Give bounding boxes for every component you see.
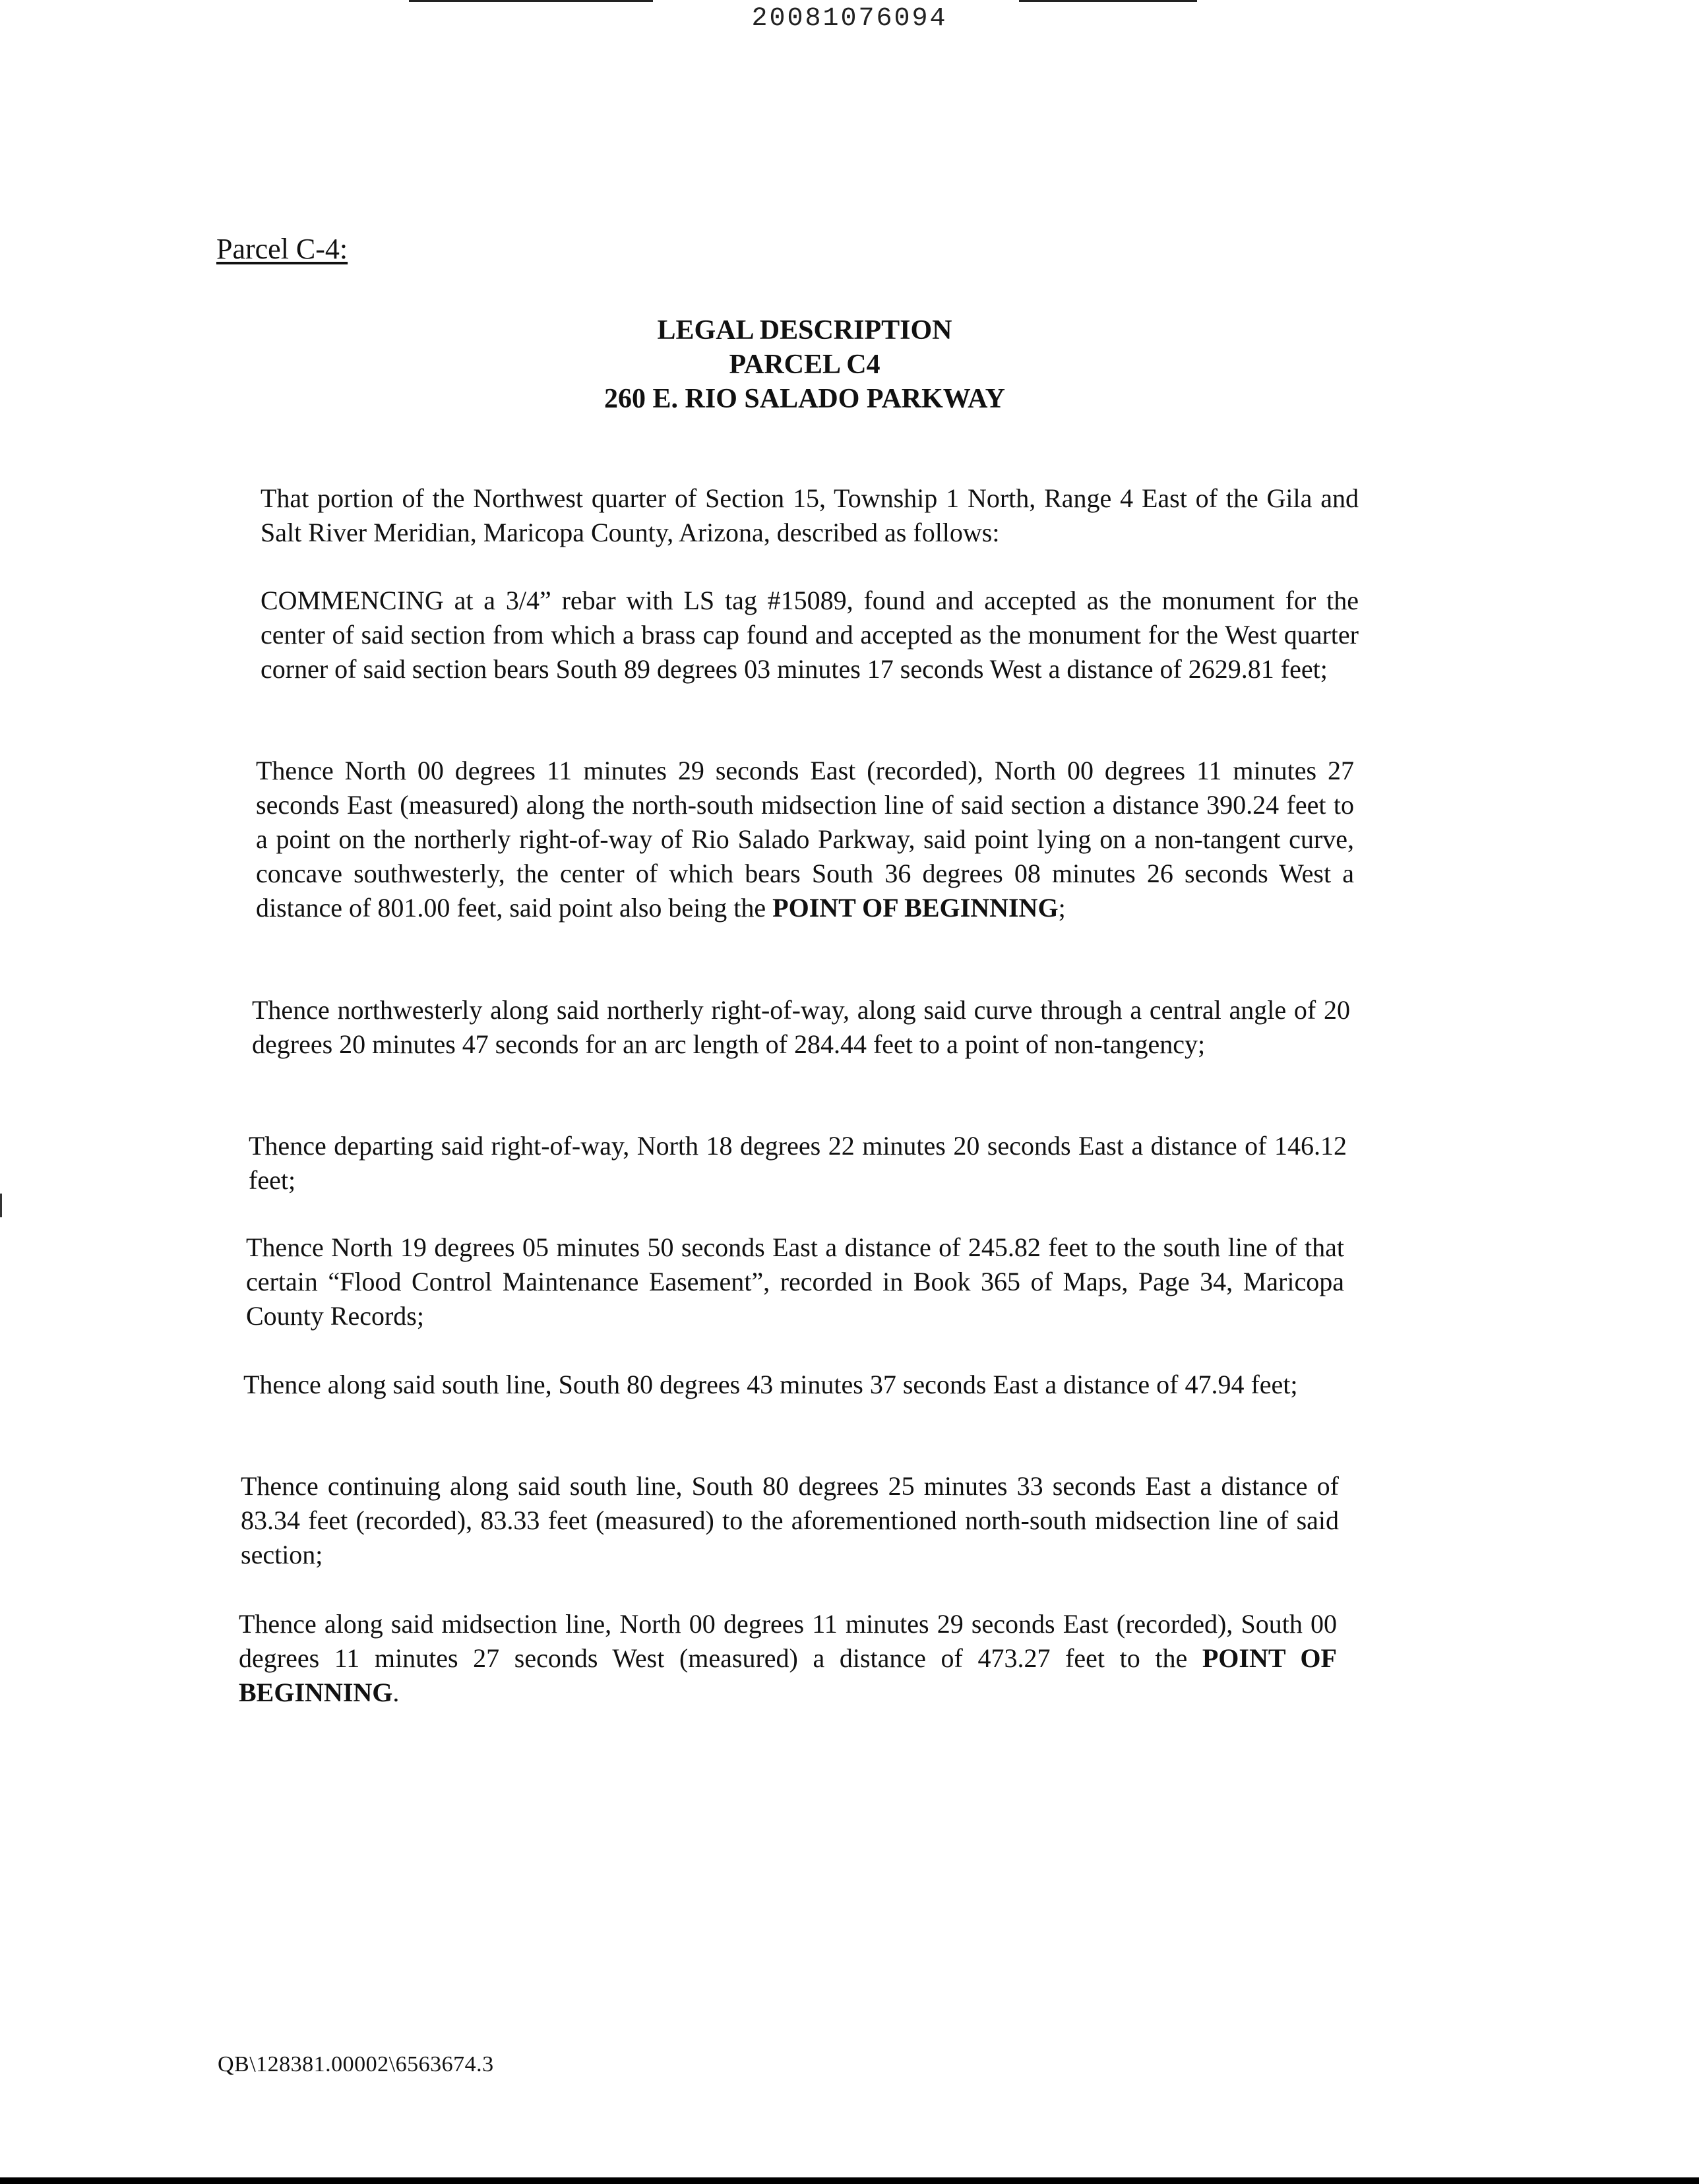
title-line-parcel: PARCEL C4: [729, 349, 880, 380]
paragraph-thence-north-19: Thence North 19 degrees 05 minutes 50 seconds East a distance of 245.82 feet to the south line of that certain “Flood Control Maintenance Easement”, recorded in Book 365 of Maps, Page 34, Maricopa County Records;: [246, 1232, 1344, 1331]
point-of-beginning-label: POINT OF BEGINNING: [772, 893, 1059, 923]
paragraph-text: Thence along said midsection line, North 00 degrees 11 minutes 29 seconds East (recorded), South 00 degrees 11 minutes 27 seconds West (measured) a distance of 473.27 feet to the: [239, 1609, 1337, 1673]
paragraph-end: .: [392, 1678, 400, 1707]
footer-reference: QB\128381.00002\6563674.3: [218, 2052, 494, 2077]
paragraph-text: Thence North 00 degrees 11 minutes 29 seconds East (recorded), North 00 degrees 11 minutes 27 seconds East (measured) along the north-south midsection line of said section a distance 390.24 feet to a point on the northerly right-of-way of Rio Salado Parkway, said point lying on a non-tangent curve, concave southwesterly, the center of which bears South 36 degrees 08 minutes 26 seconds West a distance of 801.00 feet, said point also being the: [256, 756, 1354, 923]
paragraph-thence-south-line: Thence along said south line, South 80 degrees 43 minutes 37 seconds East a distance of 47.94 feet;: [243, 1370, 1298, 1399]
paragraph-commencing: COMMENCING at a 3/4” rebar with LS tag #15089, found and accepted as the monument for the center of said section from which a brass cap found and accepted as the monument for the West quarter corner of said section bears South 89 degrees 03 minutes 17 seconds West a distance of 2629.81 feet;: [261, 586, 1359, 684]
top-rule-right: [1019, 0, 1197, 2]
top-rule-left: [409, 0, 653, 2]
paragraph-portion: That portion of the Northwest quarter of Section 15, Township 1 North, Range 4 East of the Gila and Salt River Meridian, Maricopa County, Arizona, described as follows:: [261, 483, 1359, 547]
title-line-legal-description: LEGAL DESCRIPTION: [657, 315, 952, 346]
title-line-address: 260 E. RIO SALADO PARKWAY: [604, 384, 1005, 414]
paragraph-thence-north-midsection: [256, 754, 1354, 925]
scan-margin-mark: [0, 1194, 2, 1217]
paragraph-thence-northwesterly: Thence northwesterly along said northerly right-of-way, along said curve through a central angle of 20 degrees 20 minutes 47 seconds for an arc length of 284.44 feet to a point of non-tangency;: [252, 995, 1350, 1059]
paragraph-thence-departing: Thence departing said right-of-way, North 18 degrees 22 minutes 20 seconds East a distance of 146.12 feet;: [249, 1131, 1347, 1195]
paragraph-thence-continuing: Thence continuing along said south line, South 80 degrees 25 minutes 33 seconds East a distance of 83.34 feet (recorded), 83.33 feet (measured) to the aforementioned north-south midsection line of said section;: [241, 1471, 1339, 1569]
paragraph-end: ;: [1058, 893, 1066, 923]
point-of-beginning-label: POINT OF BEGINNING: [239, 1643, 1337, 1707]
title-block: [0, 313, 1609, 416]
scan-bottom-border: [0, 2177, 1699, 2184]
paragraph-thence-midsection: [239, 1607, 1337, 1710]
document-number: 20081076094: [751, 4, 948, 34]
parcel-label: Parcel C-4:: [216, 233, 348, 265]
